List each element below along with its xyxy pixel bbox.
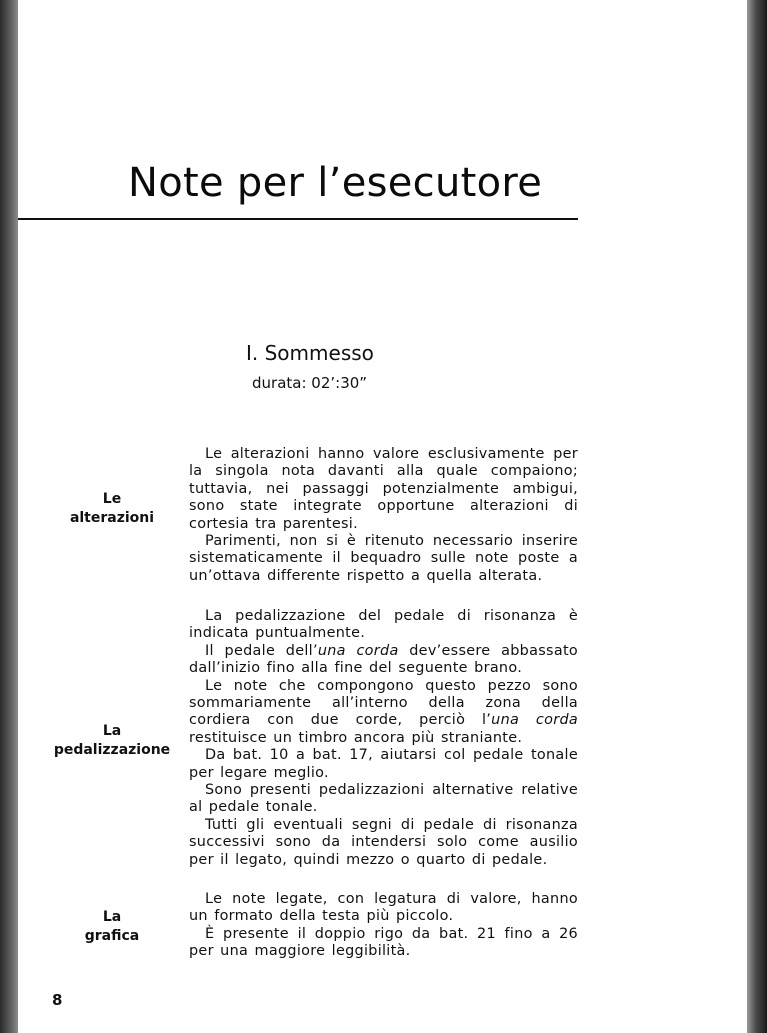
paragraph: Le alterazioni hanno valore esclusivamente per la singola nota davanti alla quale compaiono; tuttavia, nei passaggi potenzialmente ambigui, sono state integrate opportune alterazioni di cortesia tra parentesi. xyxy=(189,446,578,532)
paragraph: Tutti gli eventuali segni di pedale di risonanza successivi sono da intendersi solo come ausilio per il legato, quindi mezzo o quarto di pedale. xyxy=(189,816,578,868)
paragraph: Da bat. 10 a bat. 17, aiutarsi col pedale tonale per legare meglio. xyxy=(189,747,578,781)
page-edge-right xyxy=(747,0,767,1033)
paragraph: Le note legate, con legatura di valore, hanno un formato della testa più piccolo. xyxy=(189,891,578,925)
paragraph: È presente il doppio rigo da bat. 21 fino a 26 per una maggiore leggibilità. xyxy=(189,925,578,960)
side-label-grafica xyxy=(37,908,187,946)
section-title: I. Sommesso xyxy=(246,341,374,365)
paragraph: Sono presenti pedalizzazioni alternative relative al pedale tonale. xyxy=(189,782,578,816)
side-label-pedalizzazione xyxy=(37,722,187,760)
side-label-alterazioni xyxy=(37,490,187,528)
paragraph xyxy=(189,643,578,678)
page-number: 8 xyxy=(52,991,63,1009)
paragraph xyxy=(189,678,578,748)
emphasis-una-corda: una corda xyxy=(317,642,399,659)
text-run: dev’essere abbassato dall’inizio fino alla fine del seguente brano. xyxy=(189,642,578,677)
paragraph: La pedalizzazione del pedale di risonanza è indicata puntualmente. xyxy=(189,608,578,642)
title-divider xyxy=(18,218,578,220)
section-duration: durata: 02’:30” xyxy=(252,374,368,392)
side-label-line: pedalizzazione xyxy=(53,742,171,758)
side-label-line: grafica xyxy=(84,928,140,944)
text-block-pedalizzazione xyxy=(189,608,578,869)
page-title: Note per l’esecutore xyxy=(128,160,543,206)
text-block-alterazioni xyxy=(189,446,578,585)
paragraph: Parimenti, non si è ritenuto necessario inserire sistematicamente il bequadro sulle note poste a un’ottava differente rispetto a quella alterata. xyxy=(189,533,578,584)
text-block-grafica xyxy=(189,891,578,961)
text-run: Le note che compongono questo pezzo sono sommariamente all’interno della zona della cordiera con due corde, perciò l’ xyxy=(189,677,578,729)
side-label-line: La xyxy=(102,909,122,925)
side-label-line: Le xyxy=(102,491,122,507)
side-label-line: alterazioni xyxy=(69,510,155,526)
text-run: Il pedale dell’ xyxy=(205,642,318,659)
side-label-line: La xyxy=(102,723,122,739)
page-edge-left xyxy=(0,0,18,1033)
emphasis-una-corda: una corda xyxy=(491,712,578,729)
text-run: restituisce un timbro ancora più straniante. xyxy=(189,729,523,746)
